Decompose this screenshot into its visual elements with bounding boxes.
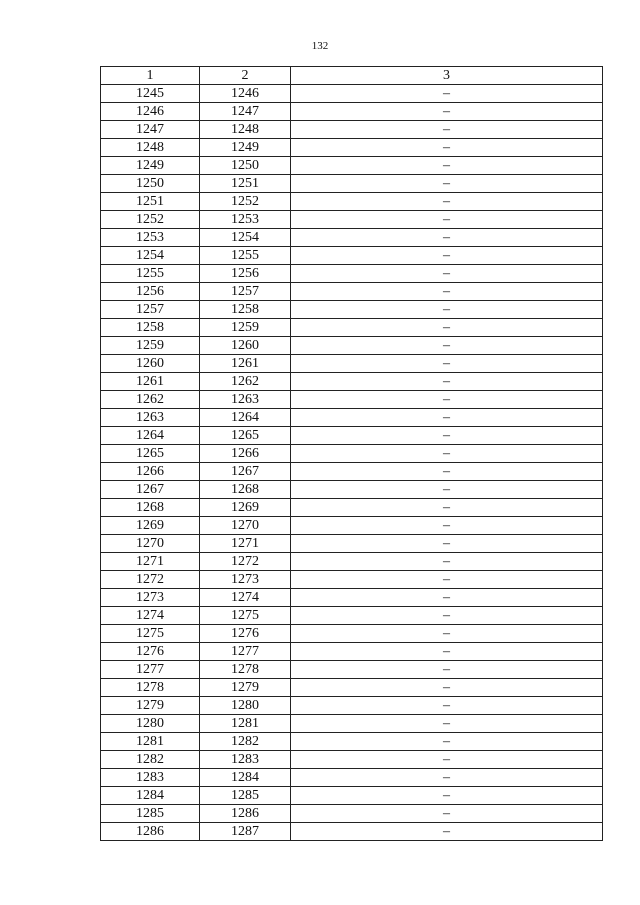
table-cell-col-2: 1271 <box>200 535 291 553</box>
table-row <box>101 733 603 751</box>
table-cell-col-3: – <box>291 643 603 661</box>
table-cell-col-1: 1271 <box>101 553 200 571</box>
table-row <box>101 85 603 103</box>
table-row <box>101 355 603 373</box>
table-cell-col-1: 1255 <box>101 265 200 283</box>
table-cell-col-2: 1275 <box>200 607 291 625</box>
table-row <box>101 211 603 229</box>
table-cell-col-2: 1261 <box>200 355 291 373</box>
table-cell-col-2: 1274 <box>200 589 291 607</box>
table-cell-col-2: 1246 <box>200 85 291 103</box>
table-cell-col-3: – <box>291 463 603 481</box>
table-cell-col-2: 1260 <box>200 337 291 355</box>
table-cell-col-2: 1268 <box>200 481 291 499</box>
table-cell-col-3: – <box>291 319 603 337</box>
table-row <box>101 463 603 481</box>
table-cell-col-1: 1262 <box>101 391 200 409</box>
table-cell-col-2: 1287 <box>200 823 291 841</box>
table-cell-col-2: 1251 <box>200 175 291 193</box>
table-row <box>101 553 603 571</box>
table-row <box>101 445 603 463</box>
table-cell-col-3: – <box>291 103 603 121</box>
table-row <box>101 139 603 157</box>
table-cell-col-3: – <box>291 409 603 427</box>
table-cell-col-2: 1278 <box>200 661 291 679</box>
table-cell-col-1: 1260 <box>101 355 200 373</box>
table-cell-col-1: 1264 <box>101 427 200 445</box>
table-cell-col-3: – <box>291 535 603 553</box>
table-cell-col-2: 1281 <box>200 715 291 733</box>
table-cell-col-3: – <box>291 355 603 373</box>
table-cell-col-3: – <box>291 517 603 535</box>
table-cell-col-3: – <box>291 391 603 409</box>
table-cell-col-2: 1267 <box>200 463 291 481</box>
table-row <box>101 319 603 337</box>
table-cell-col-1: 1282 <box>101 751 200 769</box>
table-cell-col-1: 1279 <box>101 697 200 715</box>
table-row <box>101 589 603 607</box>
table-cell-col-2: 1284 <box>200 769 291 787</box>
table-cell-col-2: 1283 <box>200 751 291 769</box>
table-cell-col-3: – <box>291 769 603 787</box>
table-cell-col-1: 1284 <box>101 787 200 805</box>
column-header-3: 3 <box>291 67 603 85</box>
table-row <box>101 193 603 211</box>
table-cell-col-1: 1272 <box>101 571 200 589</box>
table-cell-col-3: – <box>291 571 603 589</box>
table-cell-col-1: 1245 <box>101 85 200 103</box>
table-cell-col-2: 1253 <box>200 211 291 229</box>
table-row <box>101 229 603 247</box>
table-cell-col-1: 1259 <box>101 337 200 355</box>
table-cell-col-1: 1263 <box>101 409 200 427</box>
table-cell-col-3: – <box>291 85 603 103</box>
table-cell-col-2: 1272 <box>200 553 291 571</box>
table-row <box>101 625 603 643</box>
table-row <box>101 607 603 625</box>
table-row <box>101 373 603 391</box>
table-cell-col-1: 1270 <box>101 535 200 553</box>
table-cell-col-1: 1265 <box>101 445 200 463</box>
table-cell-col-2: 1258 <box>200 301 291 319</box>
table-cell-col-1: 1248 <box>101 139 200 157</box>
table-cell-col-2: 1262 <box>200 373 291 391</box>
table-cell-col-3: – <box>291 805 603 823</box>
table-cell-col-3: – <box>291 787 603 805</box>
table-cell-col-3: – <box>291 139 603 157</box>
table-cell-col-3: – <box>291 265 603 283</box>
table-cell-col-2: 1282 <box>200 733 291 751</box>
table-row <box>101 805 603 823</box>
table-cell-col-3: – <box>291 697 603 715</box>
table-cell-col-3: – <box>291 211 603 229</box>
table-cell-col-3: – <box>291 427 603 445</box>
column-header-2: 2 <box>200 67 291 85</box>
table-row <box>101 535 603 553</box>
table-cell-col-2: 1249 <box>200 139 291 157</box>
table-cell-col-3: – <box>291 751 603 769</box>
table-row <box>101 409 603 427</box>
table-cell-col-3: – <box>291 823 603 841</box>
table-cell-col-1: 1281 <box>101 733 200 751</box>
table-cell-col-1: 1252 <box>101 211 200 229</box>
table-cell-col-1: 1274 <box>101 607 200 625</box>
table-cell-col-1: 1286 <box>101 823 200 841</box>
table-cell-col-3: – <box>291 481 603 499</box>
table-cell-col-3: – <box>291 625 603 643</box>
table-cell-col-2: 1257 <box>200 283 291 301</box>
table-cell-col-2: 1266 <box>200 445 291 463</box>
table-cell-col-3: – <box>291 679 603 697</box>
table-cell-col-2: 1247 <box>200 103 291 121</box>
table-cell-col-1: 1253 <box>101 229 200 247</box>
table-row <box>101 517 603 535</box>
table-cell-col-3: – <box>291 661 603 679</box>
table-cell-col-2: 1273 <box>200 571 291 589</box>
table-cell-col-3: – <box>291 193 603 211</box>
table-row <box>101 571 603 589</box>
data-table <box>100 66 603 841</box>
table-cell-col-3: – <box>291 373 603 391</box>
table-cell-col-2: 1279 <box>200 679 291 697</box>
table-cell-col-2: 1250 <box>200 157 291 175</box>
table-row <box>101 427 603 445</box>
table-row <box>101 499 603 517</box>
table-row <box>101 301 603 319</box>
table-header-row <box>101 67 603 85</box>
table-cell-col-3: – <box>291 157 603 175</box>
table-row <box>101 661 603 679</box>
column-header-1: 1 <box>101 67 200 85</box>
table-cell-col-1: 1267 <box>101 481 200 499</box>
table-cell-col-2: 1256 <box>200 265 291 283</box>
table-cell-col-2: 1252 <box>200 193 291 211</box>
table-row <box>101 481 603 499</box>
table-cell-col-1: 1258 <box>101 319 200 337</box>
table-row <box>101 391 603 409</box>
table-cell-col-3: – <box>291 715 603 733</box>
table-cell-col-3: – <box>291 337 603 355</box>
table-cell-col-3: – <box>291 247 603 265</box>
table-cell-col-3: – <box>291 733 603 751</box>
table-row <box>101 643 603 661</box>
table-cell-col-3: – <box>291 229 603 247</box>
table-row <box>101 247 603 265</box>
table-cell-col-2: 1265 <box>200 427 291 445</box>
table-cell-col-3: – <box>291 445 603 463</box>
table-row <box>101 823 603 841</box>
table-cell-col-3: – <box>291 553 603 571</box>
table-cell-col-3: – <box>291 589 603 607</box>
table-cell-col-2: 1264 <box>200 409 291 427</box>
table-cell-col-3: – <box>291 499 603 517</box>
table-row <box>101 103 603 121</box>
table-row <box>101 157 603 175</box>
table-cell-col-2: 1248 <box>200 121 291 139</box>
table-cell-col-1: 1261 <box>101 373 200 391</box>
table-cell-col-2: 1285 <box>200 787 291 805</box>
table-body <box>101 85 603 841</box>
table-cell-col-2: 1255 <box>200 247 291 265</box>
table-cell-col-1: 1285 <box>101 805 200 823</box>
table-cell-col-1: 1268 <box>101 499 200 517</box>
table-cell-col-2: 1276 <box>200 625 291 643</box>
table-cell-col-1: 1278 <box>101 679 200 697</box>
table-row <box>101 175 603 193</box>
table-cell-col-2: 1263 <box>200 391 291 409</box>
table-cell-col-2: 1286 <box>200 805 291 823</box>
table-cell-col-1: 1246 <box>101 103 200 121</box>
table-cell-col-1: 1254 <box>101 247 200 265</box>
table-row <box>101 337 603 355</box>
table-cell-col-3: – <box>291 121 603 139</box>
table-row <box>101 697 603 715</box>
table-cell-col-1: 1273 <box>101 589 200 607</box>
table-cell-col-2: 1277 <box>200 643 291 661</box>
table-cell-col-1: 1280 <box>101 715 200 733</box>
table-cell-col-1: 1247 <box>101 121 200 139</box>
page-number: 132 <box>311 40 329 52</box>
table-cell-col-1: 1249 <box>101 157 200 175</box>
table-row <box>101 265 603 283</box>
table-cell-col-2: 1269 <box>200 499 291 517</box>
table-cell-col-1: 1266 <box>101 463 200 481</box>
table-row <box>101 283 603 301</box>
table-cell-col-1: 1256 <box>101 283 200 301</box>
table-row <box>101 769 603 787</box>
table-row <box>101 715 603 733</box>
table-cell-col-1: 1257 <box>101 301 200 319</box>
table-row <box>101 787 603 805</box>
table-row <box>101 679 603 697</box>
table-row <box>101 751 603 769</box>
table-cell-col-3: – <box>291 283 603 301</box>
table-cell-col-3: – <box>291 175 603 193</box>
table-cell-col-1: 1276 <box>101 643 200 661</box>
table-cell-col-2: 1259 <box>200 319 291 337</box>
table-cell-col-1: 1251 <box>101 193 200 211</box>
table-cell-col-2: 1270 <box>200 517 291 535</box>
table-cell-col-1: 1250 <box>101 175 200 193</box>
table-cell-col-1: 1275 <box>101 625 200 643</box>
table-cell-col-2: 1254 <box>200 229 291 247</box>
table-cell-col-2: 1280 <box>200 697 291 715</box>
table-cell-col-1: 1269 <box>101 517 200 535</box>
table-cell-col-3: – <box>291 301 603 319</box>
table-cell-col-1: 1277 <box>101 661 200 679</box>
table-cell-col-1: 1283 <box>101 769 200 787</box>
table-row <box>101 121 603 139</box>
table-cell-col-3: – <box>291 607 603 625</box>
